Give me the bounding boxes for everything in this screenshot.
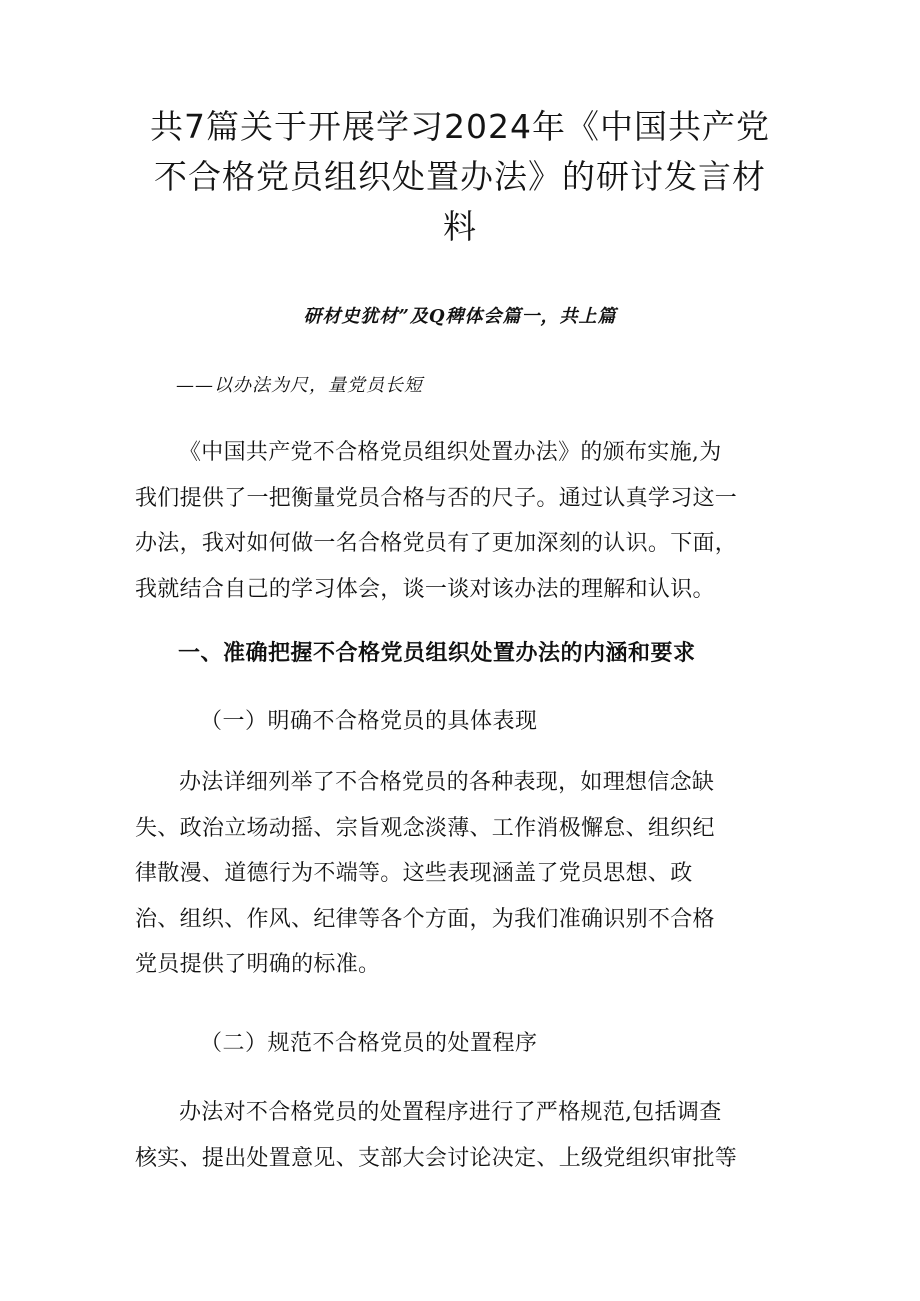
paragraph-line: 我们提供了一把衡量党员合格与否的尺子。通过认真学习这一 bbox=[135, 485, 738, 511]
paragraph-line: 办法对不合格党员的处置程序进行了严格规范,包括调查 bbox=[179, 1100, 722, 1125]
paragraph-line: 我就结合自己的学习体会，谈一谈对该办法的理解和认识。 bbox=[135, 576, 715, 602]
paragraph-line: 办法，我对如何做一名合格党员有了更加深刻的认识。下面， bbox=[135, 531, 738, 556]
paragraph-line: 核实、提出处置意见、支部大会讨论决定、上级党组织审批等 bbox=[135, 1145, 738, 1171]
subsection-1-paragraph bbox=[135, 760, 795, 988]
paragraph-line: 治、组织、作风、纪律等各个方面，为我们准确识别不合格 bbox=[135, 906, 715, 932]
paragraph-line: 律散漫、道德行为不端等。这些表现涵盖了党员思想、政 bbox=[135, 861, 693, 886]
theme-line: ——以办法为尺，量党员长短 bbox=[176, 375, 423, 396]
paragraph-line: 失、政治立场动摇、宗旨观念淡薄、工作消极懈怠、组织纪 bbox=[135, 815, 715, 841]
document-subtitle: 研材史犹材”及Q稗体会篇一，共上篇 bbox=[303, 306, 617, 327]
title-line-1: 共7篇关于开展学习2024年《中国共产党 bbox=[150, 107, 770, 146]
document-title bbox=[120, 102, 800, 252]
paragraph-line: 办法详细列举了不合格党员的各种表现，如理想信念缺 bbox=[179, 770, 715, 795]
subsection-heading-1: （一）明确不合格党员的具体表现 bbox=[200, 709, 538, 734]
title-line-3: 料 bbox=[443, 207, 477, 246]
subsection-2-paragraph bbox=[135, 1090, 795, 1181]
intro-paragraph bbox=[135, 430, 795, 612]
title-line-2: 不合格党员组织处置办法》的研讨发言材 bbox=[154, 157, 766, 196]
paragraph-line: 《中国共产党不合格党员组织处置办法》的颁布实施,为 bbox=[179, 440, 722, 465]
section-heading-1: 一、准确把握不合格党员组织处置办法的内涵和要求 bbox=[178, 640, 696, 666]
subsection-heading-2: （二）规范不合格党员的处置程序 bbox=[200, 1031, 538, 1056]
paragraph-line: 党员提供了明确的标准。 bbox=[135, 952, 381, 977]
